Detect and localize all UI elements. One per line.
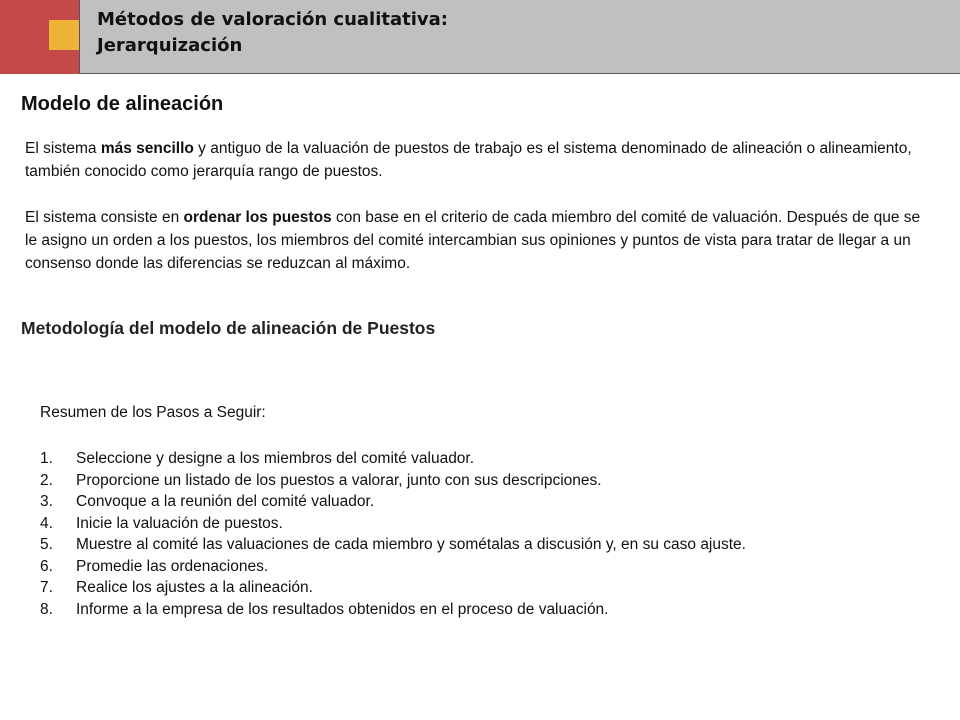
step-number: 7. (40, 579, 53, 596)
step-number: 4. (40, 514, 53, 532)
step-item (40, 534, 746, 556)
methodology-title: Metodología del modelo de alineación de Puestos (21, 318, 436, 338)
step-text: Promedie las ordenaciones. (76, 557, 269, 575)
header-title-line1: Métodos de valoración cualitativa: (97, 9, 448, 30)
step-item (40, 470, 746, 492)
step-item (40, 513, 746, 535)
step-item (40, 448, 746, 470)
step-number: 8. (40, 600, 53, 618)
step-text: Realice los ajustes a la alineación. (76, 579, 313, 596)
step-number: 5. (40, 536, 53, 553)
step-text: Informe a la empresa de los resultados obtenidos en el proceso de valuación. (76, 600, 609, 618)
step-text: Muestre al comité las valuaciones de cada miembro y sométalas a discusión y, en su caso ajuste. (76, 536, 746, 553)
step-text: Proporcione un listado de los puestos a valorar, junto con sus descripciones. (76, 471, 602, 489)
step-item (40, 491, 746, 513)
paragraph-2-text: El sistema consiste en (25, 209, 184, 226)
header-title (97, 7, 448, 59)
step-number: 2. (40, 471, 53, 489)
step-text: Seleccione y designe a los miembros del comité valuador. (76, 450, 475, 467)
step-item (40, 599, 746, 621)
header-accent-gold-square (49, 20, 79, 50)
step-number: 3. (40, 493, 53, 510)
section-title: Modelo de alineación (21, 93, 224, 115)
paragraph-1 (25, 137, 925, 183)
step-number: 6. (40, 557, 53, 575)
paragraph-2 (25, 206, 925, 275)
step-text: Inicie la valuación de puestos. (76, 514, 283, 532)
header-title-line2: Jerarquización (97, 35, 243, 56)
summary-title: Resumen de los Pasos a Seguir: (40, 404, 266, 421)
paragraph-1-text-rest: y antiguo de la valuación de puestos de trabajo es el sistema denominado de alineación o alineamiento, también conocido como jerarquía rango de puestos. (25, 140, 912, 180)
paragraph-2-text-rest: con base en el criterio de cada miembro del comité de valuación. Después de que se le asigno un orden a los puestos, los miembros del comité intercambian sus opiniones y puntos de vista para tratar de llegar a un consenso donde las diferencias se reduzcan al máximo. (25, 209, 921, 272)
step-number: 1. (40, 450, 53, 467)
steps-list (40, 448, 746, 620)
step-item (40, 556, 746, 578)
step-text: Convoque a la reunión del comité valuador. (76, 493, 375, 510)
paragraph-1-bold: más sencillo (100, 140, 194, 157)
paragraph-2-bold: ordenar los puestos (183, 209, 332, 226)
paragraph-1-text: El sistema (25, 140, 101, 157)
step-item (40, 577, 746, 599)
